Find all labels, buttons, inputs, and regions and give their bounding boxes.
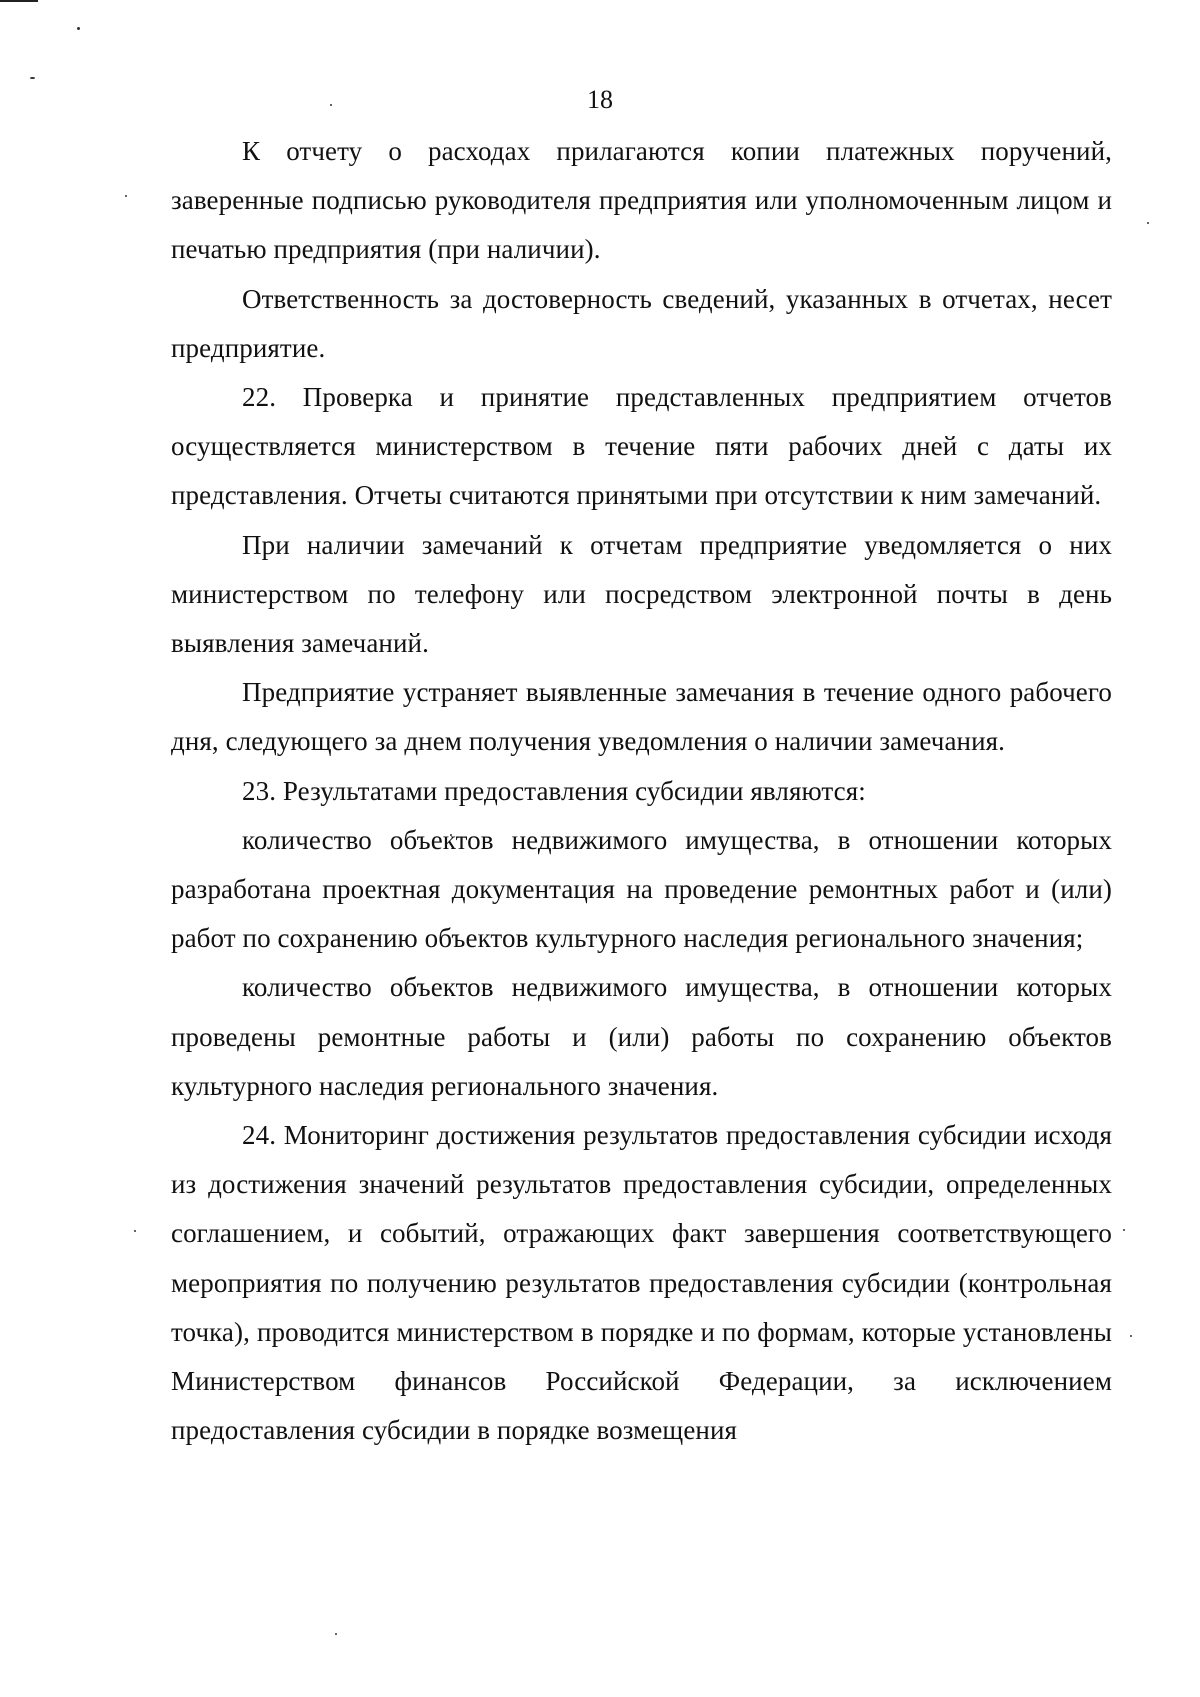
paragraph: 22. Проверка и принятие представленных предприятием отчетов осуществляется министерством в течение пяти рабочих дней с даты их представления. Отчеты считаются принятыми при отсутствии к ним замечаний. xyxy=(171,382,1112,511)
scan-dust xyxy=(30,77,35,79)
scan-dust xyxy=(1123,1229,1125,1231)
document-body xyxy=(171,127,1112,1455)
paragraph: К отчету о расходах прилагаются копии платежных поручений, заверенные подписью руководителя предприятия или уполномоченным лицом и печатью предприятия (при наличии). xyxy=(171,136,1112,265)
scan-dust xyxy=(1130,1335,1132,1337)
page-number: 18 xyxy=(587,85,613,114)
scan-dust xyxy=(77,27,80,30)
paragraph: 24. Мониторинг достижения результатов предоставления субсидии исходя из достижения значений результатов предоставления субсидии, определенных соглашением, и событий, отражающих факт завершения соответствующего мероприятия по получению результатов предоставления субсидии (контрольная точка), проводится министерством в порядке и по формам, которые установлены Министерством финансов Российской Федерации, за исключением предоставления субсидии в порядке возмещения xyxy=(171,1120,1112,1446)
paragraph: При наличии замечаний к отчетам предприятие уведомляется о них министерством по телефону или посредством электронной почты в день выявления замечаний. xyxy=(171,529,1112,659)
paragraph: 23. Результатами предоставления субсидии являются: xyxy=(242,775,866,806)
scan-dust xyxy=(134,1230,136,1232)
scan-dust xyxy=(335,1633,337,1635)
paragraph: Ответственность за достоверность сведений, указанных в отчетах, несет предприятие. xyxy=(171,283,1112,363)
paragraph: Предприятие устраняет выявленные замечания в течение одного рабочего дня, следующего за днем получения уведомления о наличии замечания. xyxy=(171,677,1112,757)
scan-dust xyxy=(125,195,127,197)
paragraph: количество объектов недвижимого имущества, в отношении которых разработана проектная документация на проведение ремонтных работ и (или) работ по сохранению объектов культурного наследия регионального значения; xyxy=(171,824,1112,954)
scan-dust xyxy=(1147,222,1149,224)
scan-edge-mark xyxy=(0,0,38,2)
paragraph: количество объектов недвижимого имущества, в отношении которых проведены ремонтные работы и (или) работы по сохранению объектов культурного наследия регионального значения. xyxy=(171,972,1112,1101)
